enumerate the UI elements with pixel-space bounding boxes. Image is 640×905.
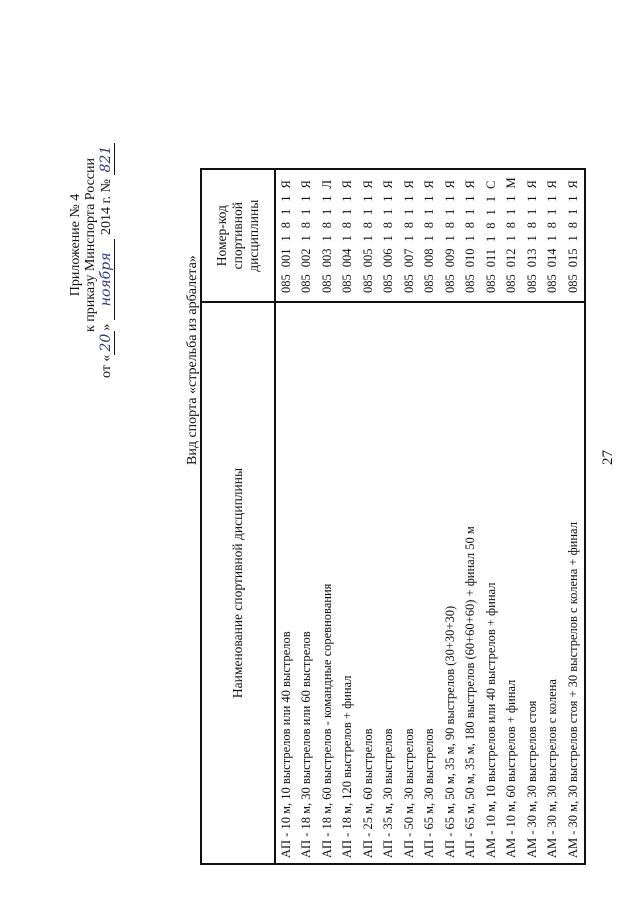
code-part: 1 [340,195,355,202]
code-part: 085 [463,274,478,293]
discipline-name: АМ - 30 м, 30 выстрелов с колена [543,302,564,864]
code-part: Я [299,180,314,189]
code-part: 1 [422,235,437,242]
code-part: Я [442,180,457,189]
discipline-name: АП - 18 м, 60 выстрелов - командные соревнования [317,302,338,864]
table-row [440,169,461,864]
discipline-code [297,169,318,302]
discipline-name: АМ - 30 м, 30 выстрелов стоя [522,302,543,864]
code-part: 1 [463,208,478,215]
code-part: 006 [381,248,396,268]
code-part: 015 [565,248,580,268]
discipline-name: АП - 50 м, 30 выстрелов [399,302,420,864]
code-part: 1 [360,208,375,215]
code-part: 1 [299,208,314,215]
code-part: 1 [504,195,519,202]
discipline-code [420,169,441,302]
code-part: 1 [278,235,293,242]
discipline-name: АП - 18 м, 120 выстрелов + финал [338,302,359,864]
header-code-line1: Номер-код спортивной [214,202,245,270]
code-part: Я [463,180,478,189]
code-part: 1 [545,208,560,215]
order-date-line [98,143,115,378]
date-prefix: от « [99,354,114,378]
code-part: Я [422,180,437,189]
code-part: 8 [340,222,355,229]
code-part: 1 [565,235,580,242]
table-row [338,169,359,864]
discipline-code [317,169,338,302]
code-part: 1 [360,235,375,242]
code-part: 1 [340,208,355,215]
code-part: М [504,177,519,189]
table-row [563,169,585,864]
header-code-line2: дисциплины [246,199,261,272]
discipline-name: АП - 35 м, 30 выстрелов [379,302,400,864]
code-part: 007 [401,248,416,268]
code-part: 1 [401,208,416,215]
code-part: 8 [299,222,314,229]
table-row [481,169,502,864]
code-part: 085 [545,274,560,293]
header-discipline-name: Наименование спортивной дисциплины [201,302,275,864]
code-part: 1 [442,208,457,215]
discipline-name: АП - 65 м, 50 м, 35 м, 90 выстрелов (30+30+30) [440,302,461,864]
code-part: 085 [524,274,539,293]
code-part: 1 [278,208,293,215]
code-part: 1 [483,235,498,242]
code-part: 085 [483,274,498,293]
date-day: 20 [98,331,115,355]
code-part: 1 [319,195,334,202]
code-part: 085 [360,274,375,293]
table-row [317,169,338,864]
code-part: 1 [545,195,560,202]
table-row [502,169,523,864]
discipline-name: АП - 65 м, 50 м, 35 м, 180 выстрелов (60+60+60) + финал 50 м [461,302,482,864]
code-part: 012 [504,248,519,268]
table-row [461,169,482,864]
code-part: 1 [565,208,580,215]
code-part: 085 [565,274,580,293]
discipline-code [275,169,297,302]
code-part: 085 [504,274,519,293]
code-part: 1 [483,209,498,216]
code-part: 8 [565,222,580,229]
code-part: 1 [319,235,334,242]
code-part: 1 [524,195,539,202]
discipline-code [522,169,543,302]
table-row [275,169,297,864]
code-part: 8 [442,222,457,229]
order-number: 821 [98,143,115,176]
code-part: 8 [483,222,498,229]
code-part: 1 [442,235,457,242]
table-row [522,169,543,864]
code-part: Я [401,180,416,189]
table-row [358,169,379,864]
code-part: 8 [381,222,396,229]
code-part: Я [545,180,560,189]
discipline-name: АП - 18 м, 30 выстрелов или 60 выстрелов [297,302,318,864]
code-part: 085 [401,274,416,293]
code-part: 1 [422,208,437,215]
code-part: 8 [278,222,293,229]
code-part: 085 [278,274,293,293]
code-part: 8 [545,222,560,229]
code-part: 014 [545,248,560,268]
discipline-name: АП - 65 м, 30 выстрелов [420,302,441,864]
code-part: Я [340,180,355,189]
table-body [275,169,585,864]
discipline-name: АП - 10 м, 10 выстрелов или 40 выстрелов [275,302,297,864]
date-month: ноября [98,239,115,321]
code-part: 1 [340,235,355,242]
code-part: 8 [524,222,539,229]
sport-title: Вид спорта «стрельба из арбалета» [185,255,200,465]
discipline-code [502,169,523,302]
code-part: 1 [442,195,457,202]
code-part: 085 [442,274,457,293]
code-part: 085 [319,274,334,293]
table-row [297,169,318,864]
code-part: 1 [381,235,396,242]
code-part: Я [278,180,293,189]
code-part: 1 [299,195,314,202]
code-part: 002 [299,248,314,268]
discipline-code [461,169,482,302]
discipline-code [563,169,585,302]
code-part: 1 [401,235,416,242]
annex-header [68,145,98,345]
code-part: 8 [401,222,416,229]
code-part: 8 [504,222,519,229]
code-part: 1 [483,195,498,203]
table-row [379,169,400,864]
discipline-code [543,169,564,302]
code-part: 001 [278,248,293,268]
code-part: 8 [360,222,375,229]
code-part: 8 [463,222,478,229]
code-part: 003 [319,248,334,268]
code-part: 8 [319,222,334,229]
code-part: С [483,180,498,189]
code-part: 1 [463,195,478,202]
discipline-code [399,169,420,302]
code-part: 1 [381,208,396,215]
table-row [420,169,441,864]
disciplines-table [200,168,586,865]
discipline-code [440,169,461,302]
code-part: 1 [360,195,375,202]
page-number: 27 [600,450,616,465]
code-part: 1 [504,208,519,215]
code-part: 1 [401,195,416,202]
annex-title: Приложение № 4 [68,193,83,297]
discipline-code [379,169,400,302]
discipline-name: АМ - 30 м, 30 выстрелов стоя + 30 выстрелов с колена + финал [563,302,585,864]
code-part: 011 [483,248,498,268]
code-part: 008 [422,248,437,268]
header-discipline-code [201,169,275,302]
discipline-code [481,169,502,302]
date-separator: » [99,323,114,331]
code-part: 1 [463,235,478,242]
discipline-code [358,169,379,302]
code-part: 1 [278,195,293,202]
code-part: Л [319,180,334,189]
code-part: 085 [299,274,314,293]
code-part: 085 [422,274,437,293]
discipline-name: АМ - 10 м, 60 выстрелов + финал [502,302,523,864]
code-part: 004 [340,248,355,268]
code-part: Я [565,180,580,189]
code-part: Я [360,180,375,189]
code-part: 005 [360,248,375,268]
table-row [543,169,564,864]
code-part: 1 [299,235,314,242]
discipline-name: АМ - 10 м, 10 выстрелов или 40 выстрелов + финал [481,302,502,864]
date-year: 2014 г. № [99,179,114,236]
table-header-row [201,169,275,864]
code-part: Я [381,180,396,189]
discipline-code [338,169,359,302]
code-part: Я [524,180,539,189]
code-part: 1 [319,208,334,215]
code-part: 1 [565,195,580,202]
code-part: 1 [524,235,539,242]
code-part: 085 [340,274,355,293]
code-part: 009 [442,248,457,268]
code-part: 1 [545,235,560,242]
code-part: 1 [524,208,539,215]
code-part: 1 [504,235,519,242]
table-row [399,169,420,864]
code-part: 010 [463,248,478,268]
code-part: 1 [422,195,437,202]
code-part: 013 [524,248,539,268]
code-part: 1 [381,195,396,202]
annex-order-reference: к приказу Минспорта России [83,158,98,332]
code-part: 085 [381,274,396,293]
discipline-name: АП - 25 м, 60 выстрелов [358,302,379,864]
code-part: 8 [422,222,437,229]
